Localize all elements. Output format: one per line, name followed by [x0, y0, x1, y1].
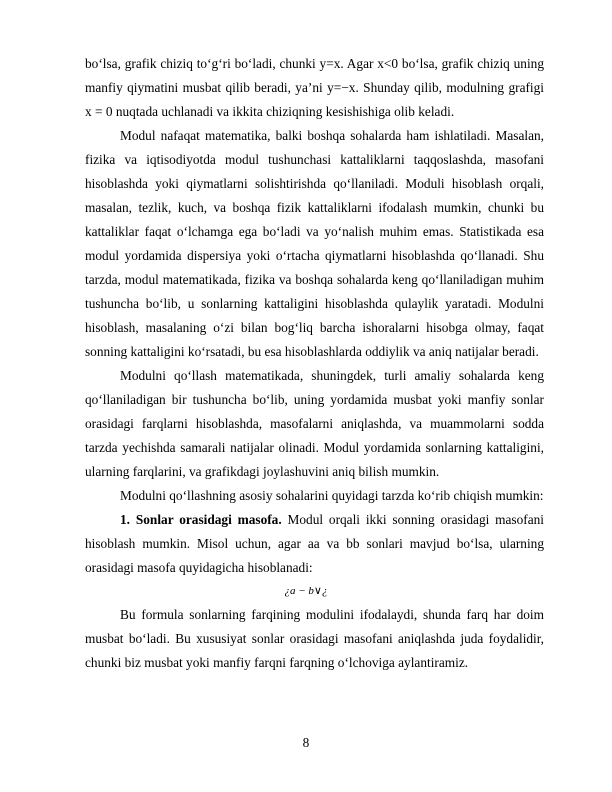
section-heading-line: [120, 512, 544, 528]
text-line: Modulni qo‘llashning asosiy sohalarini quyidagi tarzda ko‘rib chiqish mumkin:: [120, 488, 544, 503]
text-line: tarzda yechishda samarali natijalar olinadi. Modul yordamida sonlarning kattaligini,: [85, 440, 544, 455]
text-line: hisoblashda yoki qiymatlarni solishtirishda qo‘llaniladi. Moduli hisoblash orqali,: [85, 176, 544, 191]
text-line: hisoblash, masalaning o‘zi bilan bog‘liq barcha ishoralarni hisobga olmay, faqat: [85, 320, 544, 335]
text-line: tushuncha bo‘lib, u sonlarning kattaligini hisoblashda qulaylik yaratadi. Modulni: [85, 296, 544, 311]
text-line: qo‘llaniladigan bir tushuncha bo‘lib, uning yordamida musbat yoki manfiy sonlar: [85, 392, 544, 407]
text-line: modul yordamida dispersiya yoki o‘rtacha qiymatlarni hisoblashda qo‘llanadi. Shu: [85, 248, 544, 263]
text-line: tarzda, modul matematikada, fizika va boshqa sohalarda keng qo‘llaniladigan muhim: [85, 272, 544, 287]
text-line: x = 0 nuqtada uchlanadi va ikkita chiziqning kesishishiga olib keladi.: [85, 104, 455, 119]
text-line: masalan, tezlik, kuch, va boshqa fizik kattaliklarni ifodalash mumkin, chunki bu: [85, 200, 544, 215]
text-line: musbat bo‘ladi. Bu xususiyat sonlar orasidagi masofani aniqlashda juda foydalidir,: [85, 631, 544, 646]
text-line: Modulni qo‘llash matematikada, shuningdek, turli amaliy sohalarda keng: [120, 368, 544, 383]
text-line: Modul nafaqat matematika, balki boshqa sohalarda ham ishlatiladi. Masalan,: [120, 128, 544, 143]
text-line: orasidagi masofa quyidagicha hisoblanadi:: [85, 560, 313, 575]
text-line: ularning farqlarini, va grafikdagi joylashuvini aniq bilish mumkin.: [85, 464, 440, 479]
text-line: sonning kattaligini ko‘rsatadi, bu esa hisoblashlarda oddiylik va aniq natijalar beradi.: [85, 344, 539, 359]
distance-formula: ¿a − b∨¿: [284, 585, 328, 597]
section-heading: 1. Sonlar orasidagi masofa.: [120, 512, 282, 527]
page-number: 8: [302, 735, 310, 750]
text-line: kattaliklar faqat o‘lchamga ega bo‘ladi va yo‘nalish muhim emas. Statistikada esa: [85, 224, 544, 239]
text-line: manfiy qiymatini musbat qilib beradi, ya’ni y=−x. Shunday qilib, modulning grafigi: [85, 80, 544, 95]
text-line: orasidagi farqlarni hisoblashda, masofalarni aniqlashda, va muammolarni sodda: [85, 416, 544, 431]
text-line: chunki biz musbat yoki manfiy farqni farqning o‘lchoviga aylantiramiz.: [85, 655, 469, 670]
text-line: bo‘lsa, grafik chiziq to‘g‘ri bo‘ladi, chunki y=x. Agar x<0 bo‘lsa, grafik chiziq uning: [85, 56, 544, 71]
text-line: hisoblash mumkin. Misol uchun, agar aa va bb sonlari mavjud bo‘lsa, ularning: [85, 536, 544, 551]
text-line: Bu formula sonlarning farqining modulini ifodalaydi, shunda farq har doim: [120, 607, 544, 622]
section-heading-rest: Modul orqali ikki sonning orasidagi masofani: [281, 512, 545, 527]
text-line: fizika va iqtisodiyotda modul tushunchasi kattaliklarni taqqoslashda, masofani: [85, 152, 544, 167]
